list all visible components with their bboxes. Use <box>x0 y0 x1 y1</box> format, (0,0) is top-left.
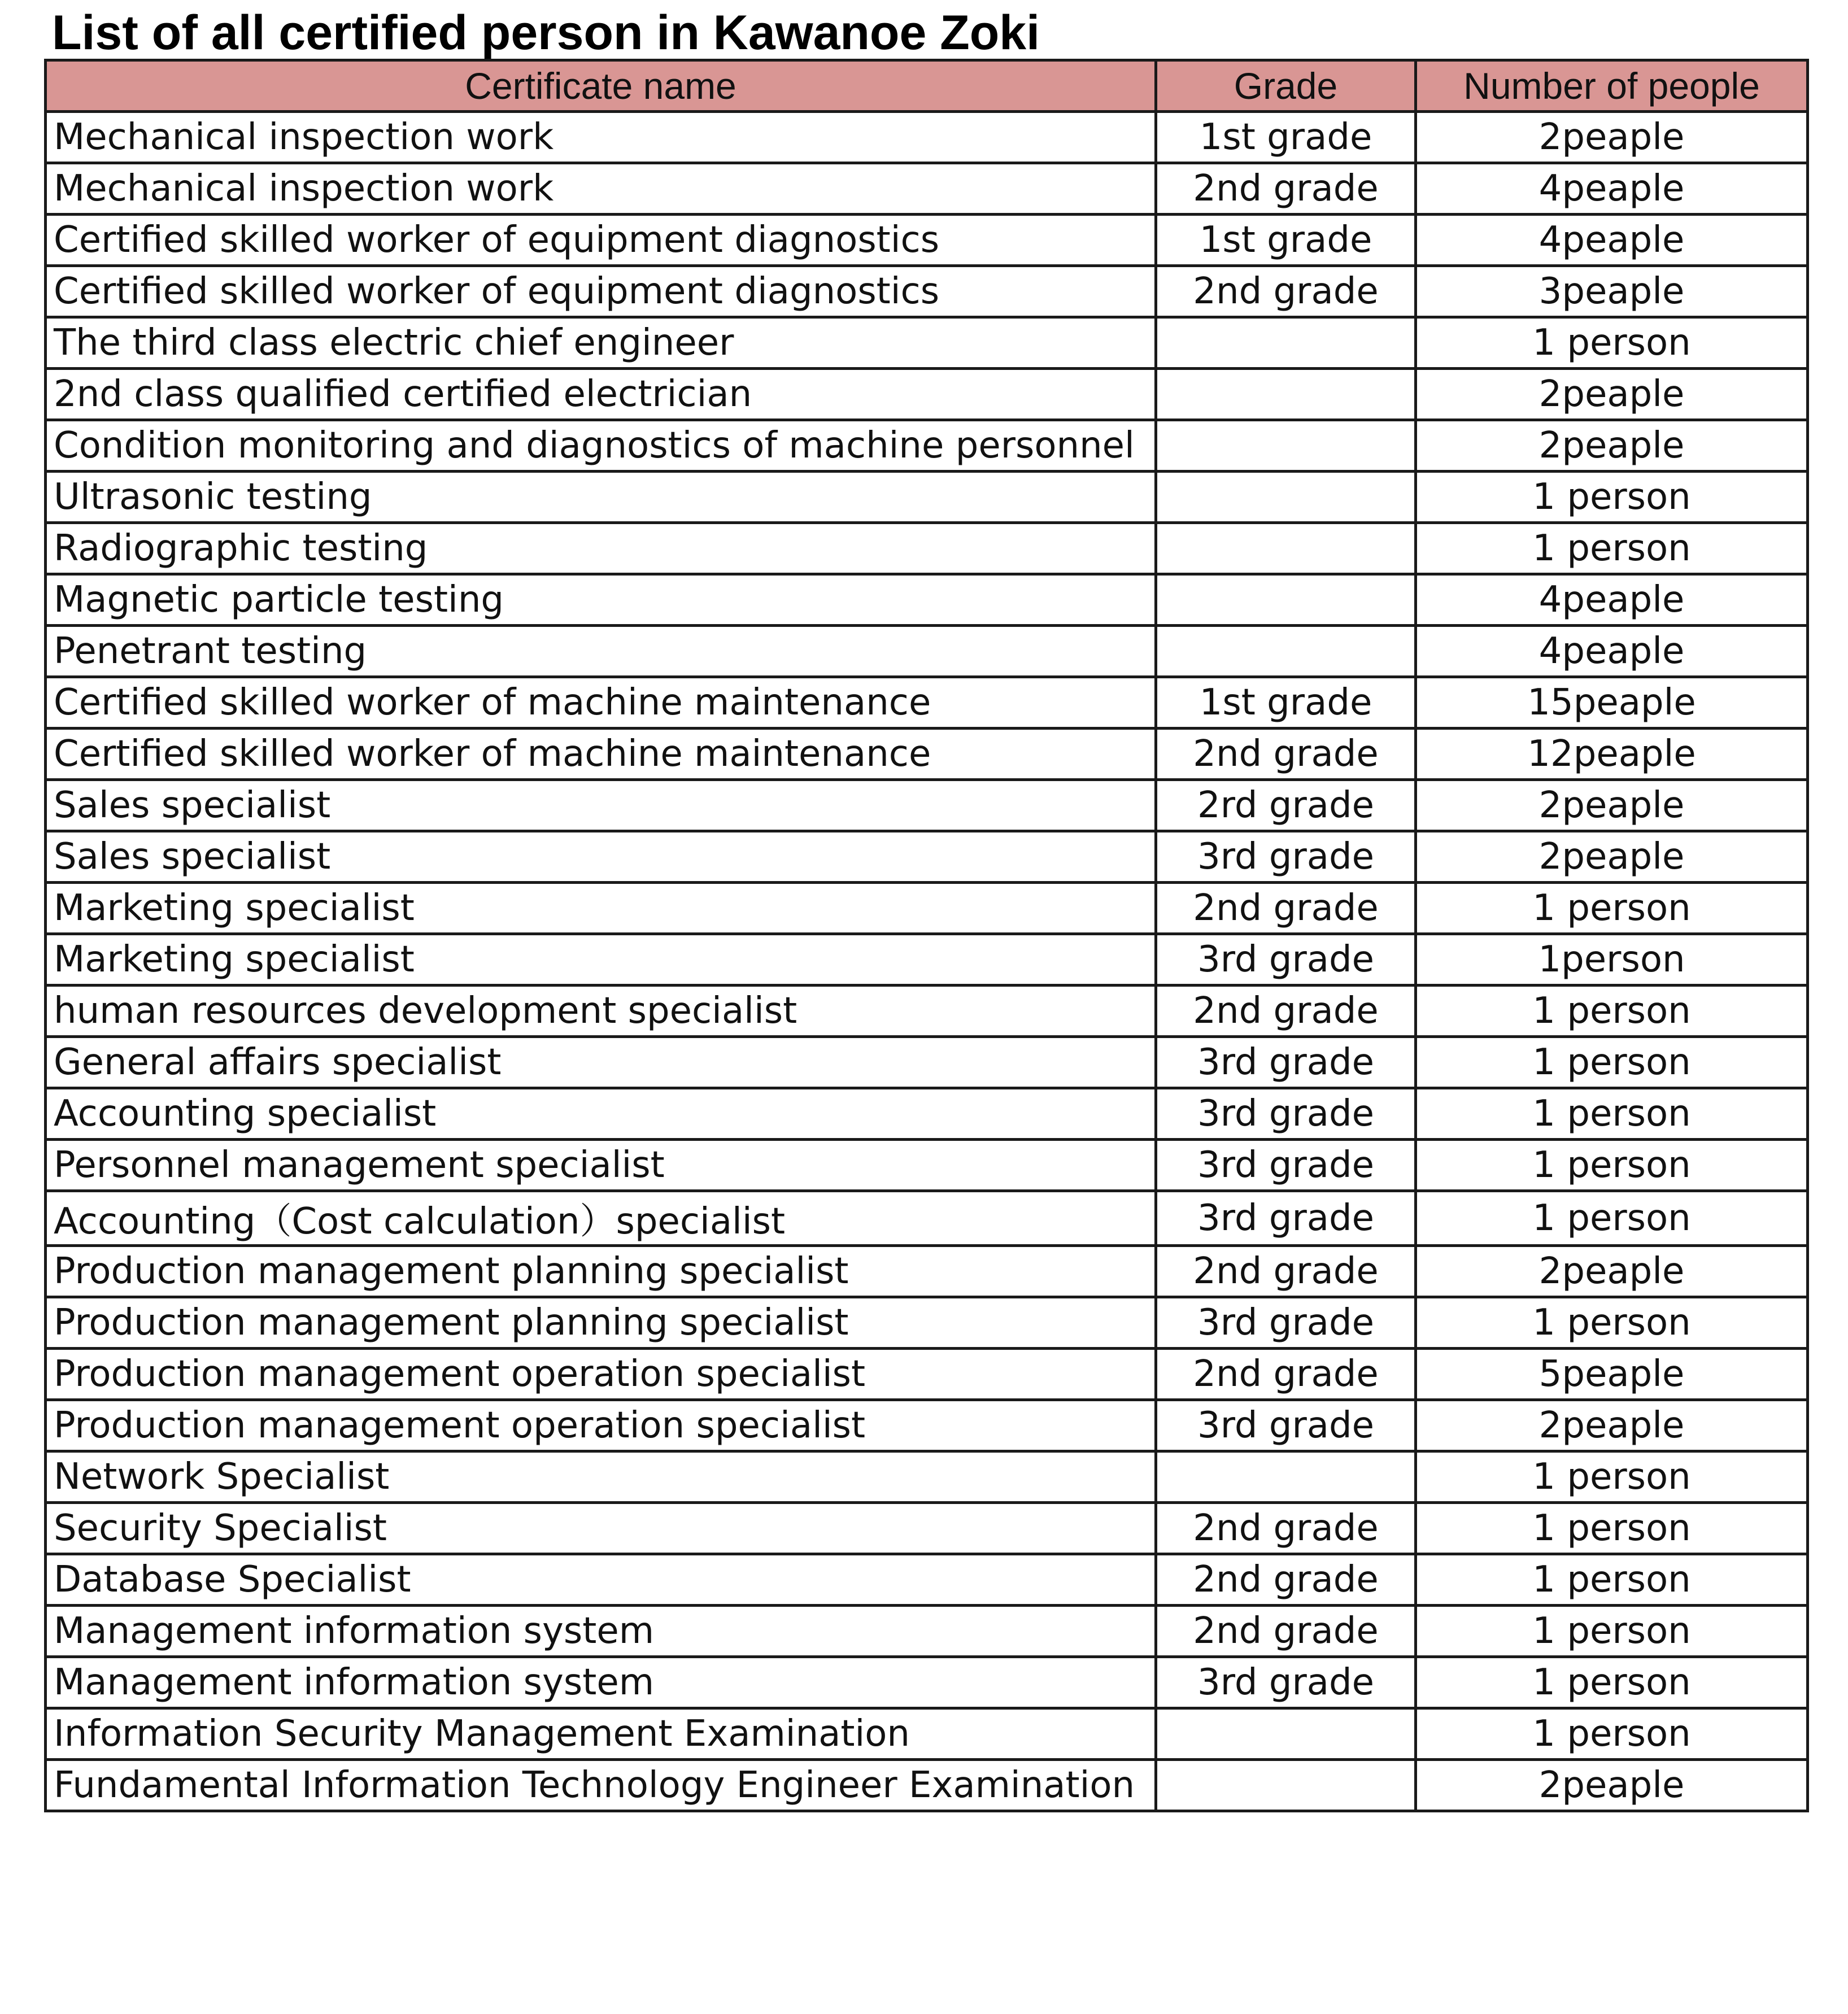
count-cell: 4peaple <box>1416 626 1808 677</box>
table-row <box>46 1657 1808 1708</box>
table-row <box>46 215 1808 266</box>
count-cell: 15peaple <box>1416 677 1808 729</box>
table-row <box>46 677 1808 729</box>
table-row <box>46 1554 1808 1606</box>
grade-cell: 2nd grade <box>1156 1246 1416 1297</box>
count-cell: 1 person <box>1416 1503 1808 1554</box>
grade-cell <box>1156 369 1416 420</box>
table-row <box>46 1606 1808 1657</box>
table-row <box>46 626 1808 677</box>
grade-cell: 3rd grade <box>1156 1140 1416 1191</box>
certificate-name-cell: Management information system <box>46 1657 1156 1708</box>
grade-cell: 1st grade <box>1156 215 1416 266</box>
table-row <box>46 1140 1808 1191</box>
certificate-name-cell: Sales specialist <box>46 831 1156 883</box>
grade-cell: 3rd grade <box>1156 934 1416 986</box>
certificate-name-cell: Production management operation specialist <box>46 1400 1156 1451</box>
certificate-name-cell: Security Specialist <box>46 1503 1156 1554</box>
table-row <box>46 1503 1808 1554</box>
grade-cell <box>1156 574 1416 626</box>
grade-cell <box>1156 1760 1416 1811</box>
grade-cell <box>1156 317 1416 369</box>
grade-cell: 3rd grade <box>1156 1400 1416 1451</box>
certificate-name-cell: Certified skilled worker of equipment diagnostics <box>46 266 1156 317</box>
table-row <box>46 317 1808 369</box>
count-cell: 1 person <box>1416 1297 1808 1349</box>
table-row <box>46 112 1808 163</box>
count-cell: 1 person <box>1416 1606 1808 1657</box>
grade-cell <box>1156 472 1416 523</box>
header-number-of-people: Number of people <box>1416 60 1808 112</box>
count-cell: 1person <box>1416 934 1808 986</box>
count-cell: 2peaple <box>1416 831 1808 883</box>
certificate-name-cell: Sales specialist <box>46 780 1156 831</box>
certificate-name-cell: General affairs specialist <box>46 1037 1156 1088</box>
grade-cell: 3rd grade <box>1156 1088 1416 1140</box>
table-row <box>46 574 1808 626</box>
certificate-name-cell: The third class electric chief engineer <box>46 317 1156 369</box>
grade-cell <box>1156 1451 1416 1503</box>
grade-cell: 1st grade <box>1156 112 1416 163</box>
grade-cell <box>1156 420 1416 472</box>
certificate-name-cell: Marketing specialist <box>46 883 1156 934</box>
grade-cell: 1st grade <box>1156 677 1416 729</box>
table-row <box>46 1708 1808 1760</box>
table-row <box>46 883 1808 934</box>
count-cell: 1 person <box>1416 1554 1808 1606</box>
count-cell: 2peaple <box>1416 1246 1808 1297</box>
count-cell: 12peaple <box>1416 729 1808 780</box>
table-row <box>46 780 1808 831</box>
certificate-name-cell: Information Security Management Examination <box>46 1708 1156 1760</box>
count-cell: 2peaple <box>1416 780 1808 831</box>
certificate-name-cell: Condition monitoring and diagnostics of machine personnel <box>46 420 1156 472</box>
grade-cell <box>1156 1708 1416 1760</box>
certificate-name-cell: Database Specialist <box>46 1554 1156 1606</box>
count-cell: 2peaple <box>1416 1760 1808 1811</box>
grade-cell: 3rd grade <box>1156 831 1416 883</box>
grade-cell: 2nd grade <box>1156 1349 1416 1400</box>
count-cell: 1 person <box>1416 523 1808 574</box>
header-grade: Grade <box>1156 60 1416 112</box>
table-row <box>46 472 1808 523</box>
table-row <box>46 729 1808 780</box>
count-cell: 2peaple <box>1416 112 1808 163</box>
table-body <box>46 112 1808 1811</box>
grade-cell: 2rd grade <box>1156 780 1416 831</box>
certificate-name-cell: Certified skilled worker of machine maintenance <box>46 677 1156 729</box>
grade-cell: 2nd grade <box>1156 729 1416 780</box>
grade-cell: 2nd grade <box>1156 1554 1416 1606</box>
grade-cell: 2nd grade <box>1156 1606 1416 1657</box>
grade-cell: 3rd grade <box>1156 1297 1416 1349</box>
certificate-name-cell: human resources development specialist <box>46 986 1156 1037</box>
table-row <box>46 1760 1808 1811</box>
certificate-name-cell: Magnetic particle testing <box>46 574 1156 626</box>
certificate-name-cell: Mechanical inspection work <box>46 163 1156 215</box>
count-cell: 1 person <box>1416 472 1808 523</box>
count-cell: 1 person <box>1416 1708 1808 1760</box>
count-cell: 3peaple <box>1416 266 1808 317</box>
certificate-name-cell: Mechanical inspection work <box>46 112 1156 163</box>
certificate-name-cell: Radiographic testing <box>46 523 1156 574</box>
table-header <box>46 60 1808 112</box>
certificate-name-cell: Certified skilled worker of machine maintenance <box>46 729 1156 780</box>
count-cell: 1 person <box>1416 1140 1808 1191</box>
count-cell: 2peaple <box>1416 420 1808 472</box>
count-cell: 2peaple <box>1416 1400 1808 1451</box>
count-cell: 1 person <box>1416 1088 1808 1140</box>
table-row <box>46 163 1808 215</box>
grade-cell: 2nd grade <box>1156 883 1416 934</box>
table-row <box>46 1191 1808 1246</box>
count-cell: 2peaple <box>1416 369 1808 420</box>
count-cell: 4peaple <box>1416 163 1808 215</box>
count-cell: 1 person <box>1416 317 1808 369</box>
certificate-name-cell: Production management operation specialist <box>46 1349 1156 1400</box>
table-row <box>46 266 1808 317</box>
table-row <box>46 1400 1808 1451</box>
count-cell: 1 person <box>1416 1657 1808 1708</box>
certificate-name-cell: Production management planning specialist <box>46 1297 1156 1349</box>
table-row <box>46 831 1808 883</box>
certificate-name-cell: Certified skilled worker of equipment diagnostics <box>46 215 1156 266</box>
count-cell: 1 person <box>1416 1037 1808 1088</box>
table-row <box>46 369 1808 420</box>
grade-cell: 2nd grade <box>1156 266 1416 317</box>
grade-cell: 2nd grade <box>1156 986 1416 1037</box>
certificate-name-cell: Personnel management specialist <box>46 1140 1156 1191</box>
grade-cell: 3rd grade <box>1156 1037 1416 1088</box>
certificate-name-cell: Ultrasonic testing <box>46 472 1156 523</box>
certificate-name-cell: 2nd class qualified certified electrician <box>46 369 1156 420</box>
certificate-name-cell: Fundamental Information Technology Engineer Examination <box>46 1760 1156 1811</box>
certificate-name-cell: Penetrant testing <box>46 626 1156 677</box>
table-row <box>46 523 1808 574</box>
certificate-name-cell: Accounting（Cost calculation）specialist <box>46 1191 1156 1246</box>
table-row <box>46 1297 1808 1349</box>
count-cell: 5peaple <box>1416 1349 1808 1400</box>
certificate-name-cell: Production management planning specialist <box>46 1246 1156 1297</box>
header-certificate-name: Certificate name <box>46 60 1156 112</box>
grade-cell: 2nd grade <box>1156 163 1416 215</box>
count-cell: 4peaple <box>1416 215 1808 266</box>
grade-cell: 2nd grade <box>1156 1503 1416 1554</box>
table-row <box>46 1349 1808 1400</box>
certificate-name-cell: Accounting specialist <box>46 1088 1156 1140</box>
grade-cell: 3rd grade <box>1156 1191 1416 1246</box>
table-row <box>46 986 1808 1037</box>
certificate-table <box>44 59 1809 1812</box>
page-title: List of all certified person in Kawanoe Zoki <box>52 6 1040 60</box>
grade-cell <box>1156 626 1416 677</box>
header-row <box>46 60 1808 112</box>
table-row <box>46 1037 1808 1088</box>
count-cell: 1 person <box>1416 1191 1808 1246</box>
count-cell: 1 person <box>1416 883 1808 934</box>
table-row <box>46 934 1808 986</box>
table-row <box>46 1451 1808 1503</box>
table-row <box>46 420 1808 472</box>
count-cell: 1 person <box>1416 986 1808 1037</box>
count-cell: 4peaple <box>1416 574 1808 626</box>
certificate-name-cell: Network Specialist <box>46 1451 1156 1503</box>
certificate-name-cell: Management information system <box>46 1606 1156 1657</box>
certificate-name-cell: Marketing specialist <box>46 934 1156 986</box>
grade-cell: 3rd grade <box>1156 1657 1416 1708</box>
grade-cell <box>1156 523 1416 574</box>
count-cell: 1 person <box>1416 1451 1808 1503</box>
table-row <box>46 1246 1808 1297</box>
table-row <box>46 1088 1808 1140</box>
